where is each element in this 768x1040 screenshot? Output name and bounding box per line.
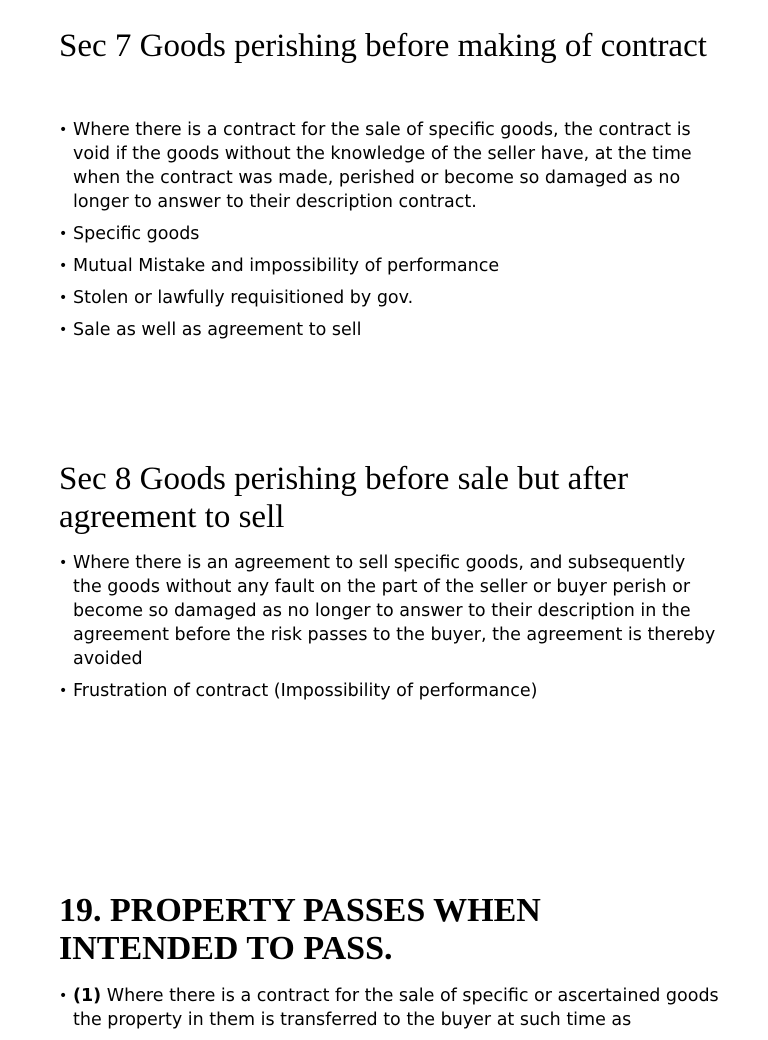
- bullet-icon: •: [59, 226, 68, 242]
- slide-title: 19. PROPERTY PASSES WHEN INTENDED TO PASS.: [59, 892, 541, 967]
- bullet-text: Where there is an agreement to sell specific goods, and subsequently the goods without any fault on the part of the seller or buyer perish or become so damaged as no longer to answer to their description in the agreement before the risk passes to the buyer, the agreement is thereby avoided: [73, 553, 716, 669]
- bullet-icon: •: [59, 258, 68, 274]
- slide-title: Sec 8 Goods perishing before sale but after agreement to sell: [59, 461, 629, 535]
- slide-title: Sec 7 Goods perishing before making of contract: [59, 28, 707, 64]
- bullet-text: Stolen or lawfully requisitioned by gov.: [73, 288, 414, 308]
- bullet-text: Mutual Mistake and impossibility of performance: [73, 256, 500, 276]
- bullet-icon: •: [59, 322, 68, 338]
- bullet-icon: •: [59, 555, 68, 571]
- bullet-icon: •: [59, 683, 68, 699]
- bullet-text: Sale as well as agreement to sell: [73, 320, 362, 340]
- subsection-number: (1): [73, 986, 102, 1006]
- bullet-text: Specific goods: [73, 224, 200, 244]
- bullet-text: Frustration of contract (Impossibility of performance): [73, 681, 538, 701]
- bullet-icon: •: [59, 290, 68, 306]
- bullet-list: [59, 984, 719, 1040]
- bullet-icon: •: [59, 988, 68, 1004]
- bullet-text: Where there is a contract for the sale of specific or ascertained goods the property in them is transferred to the buyer at such time as: [73, 986, 719, 1030]
- bullet-icon: •: [59, 122, 68, 138]
- bullet-text: Where there is a contract for the sale of specific goods, the contract is void if the goods without the knowledge of the seller have, at the time when the contract was made, perished or become so damaged as no longer to answer to their description contract.: [73, 120, 692, 212]
- list-item: [59, 984, 719, 1032]
